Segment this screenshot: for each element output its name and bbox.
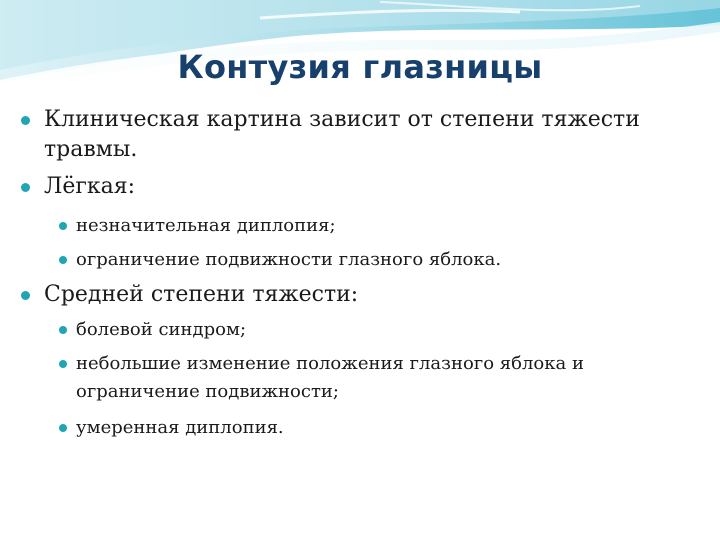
list-item xyxy=(76,414,686,442)
list-item-text: незначительная диплопия; xyxy=(76,215,336,236)
list-item xyxy=(76,246,686,274)
list-item xyxy=(44,280,684,310)
list-item-text: умеренная диплопия. xyxy=(76,417,284,438)
bullet-dot-icon xyxy=(59,222,67,230)
list-item xyxy=(44,105,684,165)
bullet-dot-icon xyxy=(59,424,67,432)
bullet-dot-icon xyxy=(21,183,30,192)
list-item-text: небольшие изменение положения глазного яблока и ограничение подвижности; xyxy=(76,353,584,402)
bullet-dot-icon xyxy=(59,326,67,334)
list-item-text: Клиническая картина зависит от степени тяжести травмы. xyxy=(44,107,640,162)
list-item-text: ограничение подвижности глазного яблока. xyxy=(76,249,502,270)
list-item xyxy=(76,316,686,344)
slide-title: Контузия глазницы xyxy=(177,48,543,86)
list-item-text: Средней степени тяжести: xyxy=(44,282,359,307)
list-item-text: болевой синдром; xyxy=(76,319,247,340)
bullet-dot-icon xyxy=(59,360,67,368)
list-item xyxy=(76,350,676,406)
list-item xyxy=(44,172,684,202)
bullet-dot-icon xyxy=(59,256,67,264)
list-item-text: Лёгкая: xyxy=(44,174,136,199)
bullet-dot-icon xyxy=(21,116,30,125)
bullet-dot-icon xyxy=(21,291,30,300)
list-item xyxy=(76,212,686,240)
